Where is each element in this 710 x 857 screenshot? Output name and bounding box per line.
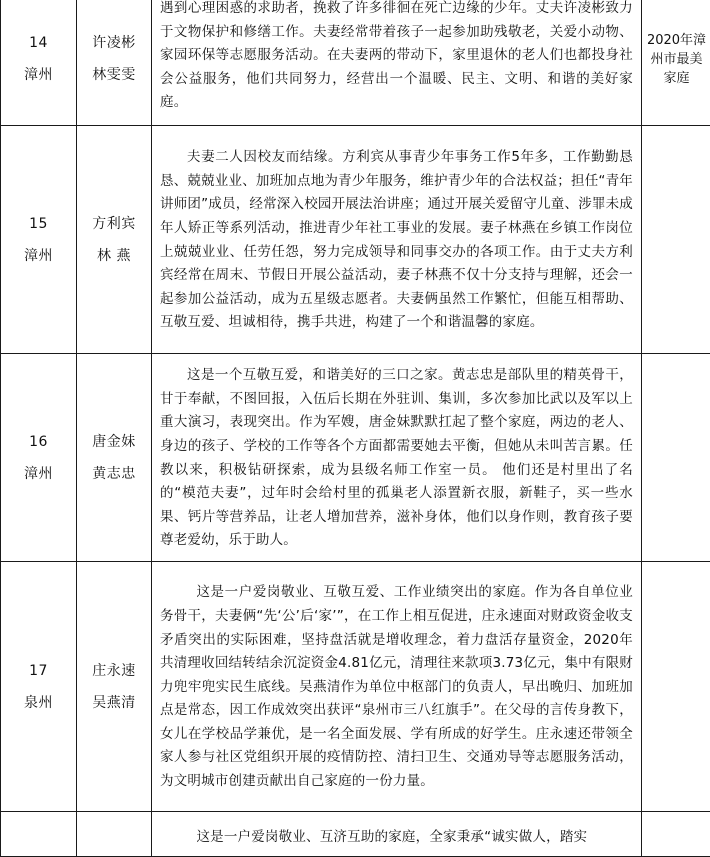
table-row — [1, 812, 710, 857]
family-member-name: 唐金妹 — [77, 429, 151, 455]
description-cell — [152, 562, 642, 812]
row-city: 漳州 — [1, 62, 76, 88]
family-description: 这是一户爱岗敬业、互敬互爱、工作业绩突出的家庭。作为各自单位业务骨干，夫妻俩“先‘公’后‘家’”，在工作上相互促进，庄永速面对财政资金收支矛盾突出的实际困难，坚持盘活就是增收理念，着力盘活存量资金，2020年共清理收回结转结余沉淀资金4.81亿元，清理往来款项3.73亿元，集中有限财力兜牢兜实民生底线。吴燕清作为单位中枢部门的负责人，早出晚归、加班加点是常态，因工作成效突出获评“泉州市三八红旗手”。在父母的言传身教下，女儿在学校品学兼优，是一名全面发展、学有所成的好学生。庄永速还带领全家人参与社区党组织开展的疫情防控、清扫卫生、交通劝导等志愿服务活动，为文明城市创建贡献出自己家庭的一份力量。 — [152, 573, 641, 799]
row-city: 泉州 — [1, 690, 76, 716]
description-cell — [152, 0, 642, 126]
row-number: 14 — [1, 30, 76, 56]
names-cell — [77, 562, 152, 812]
family-member-name: 林雯雯 — [77, 62, 151, 88]
index-cell — [1, 562, 77, 812]
family-description: 夫妻二人因校友而结缘。方利宾从事青少年事务工作5年多，工作勤勤恳恳、兢兢业业、加班加点地为青少年服务，维护青少年的合法权益；担任“青年讲师团”成员，经常深入校园开展法治讲座；通过开展关爱留守儿童、涉罪未成年人矫正等系列活动，推进青少年社工事业的发展。妻子林燕在乡镇工作岗位上兢兢业业、任劳任怨，努力完成领导和同事交办的各项工作。由于丈夫方利宾经常在周末、节假日开展公益活动，妻子林燕不仅十分支持与理解，还会一起参加公益活动，成为五星级志愿者。夫妻俩虽然工作繁忙，但能互相帮助、互敬互爱、坦诚相待，携手共进，构建了一个和谐温馨的家庭。 — [152, 138, 641, 341]
table-row — [1, 0, 710, 126]
row-number: 16 — [1, 429, 76, 455]
honor-cell — [642, 354, 710, 562]
family-member-name: 黄志忠 — [77, 461, 151, 487]
table-row — [1, 562, 710, 812]
family-description: 这是一个互敬互爱，和谐美好的三口之家。黄志忠是部队里的精英骨干，甘于奉献，不图回报，入伍后长期在外驻训、集训，多次参加比武以及军以上重大演习，表现突出。作为军嫂，唐金妹默默扛起了整个家庭，两边的老人、身边的孩子、学校的工作等各个方面都需要她去平衡，但她从未叫苦言累。任教以来，积极钻研探索，成为县级名师工作室一员。 他们还是村里出了名的“模范夫妻”，过年时会给村里的孤巢老人添置新衣服，新鞋子，买一些水果、钙片等营养品，让老人增加营养，滋补身体，他们以身作则，教育孩子要尊老爱幼，乐于助人。 — [152, 356, 641, 559]
honor-cell — [642, 812, 710, 857]
honor-cell — [642, 126, 710, 354]
family-description: 这是一户爱岗敬业、互济互助的家庭，全家秉承“诚实做人，踏实 — [152, 812, 641, 856]
family-member-name: 林 燕 — [77, 243, 151, 269]
index-cell — [1, 812, 77, 857]
row-number: 15 — [1, 211, 76, 237]
family-member-name: 庄永速 — [77, 658, 151, 684]
honor-cell — [642, 562, 710, 812]
family-member-name: 方利宾 — [77, 211, 151, 237]
description-cell — [152, 812, 642, 857]
table-row — [1, 354, 710, 562]
table-row — [1, 126, 710, 354]
index-cell — [1, 126, 77, 354]
honor-title: 2020年漳州市最美家庭 — [642, 31, 710, 88]
description-cell — [152, 126, 642, 354]
names-cell — [77, 126, 152, 354]
family-member-name: 许凌彬 — [77, 30, 151, 56]
row-number: 17 — [1, 658, 76, 684]
index-cell — [1, 354, 77, 562]
names-cell — [77, 354, 152, 562]
honor-cell — [642, 0, 710, 126]
row-city: 漳州 — [1, 243, 76, 269]
family-member-name: 吴燕清 — [77, 690, 151, 716]
family-description: 遇到心理困惑的求助者，挽救了许多徘徊在死亡边缘的少年。丈夫许凌彬致力于文物保护和修缮工作。夫妻经常带着孩子一起参加助残敬老，关爱小动物、家园环保等志愿服务活动。在夫妻两的带动下，家里退休的老人们也都投身社会公益服务，他们共同努力，经营出一个温暖、民主、文明、和谐的美好家庭。 — [152, 0, 641, 121]
names-cell — [77, 0, 152, 126]
names-cell — [77, 812, 152, 857]
description-cell — [152, 354, 642, 562]
row-city: 漳州 — [1, 461, 76, 487]
index-cell — [1, 0, 77, 126]
